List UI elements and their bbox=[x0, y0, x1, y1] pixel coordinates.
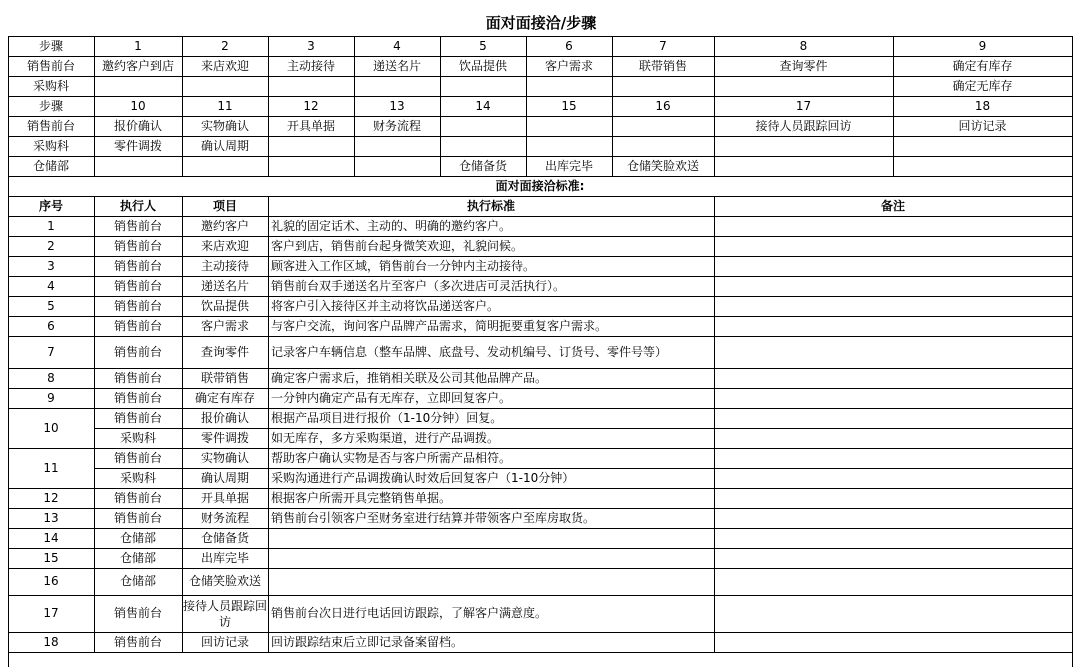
sales-step-cell: 递送名片 bbox=[372, 59, 421, 73]
row-item: 确认周期 bbox=[200, 471, 249, 485]
row-standard: 一分钟内确定产品有无库存，立即回复客户。 bbox=[271, 391, 512, 405]
row-number: 16 bbox=[43, 574, 59, 588]
row-remark bbox=[714, 595, 1072, 632]
row-remark bbox=[714, 256, 1072, 276]
step-number-cell: 6 bbox=[565, 39, 573, 53]
row-remark bbox=[714, 508, 1072, 528]
step-number-cell: 15 bbox=[561, 99, 577, 113]
purchase-step-cell bbox=[94, 76, 182, 96]
row-item: 客户需求 bbox=[200, 319, 249, 333]
step-number-label: 步骤 bbox=[38, 39, 63, 53]
grid-line bbox=[268, 196, 269, 652]
row-item: 报价确认 bbox=[200, 411, 249, 425]
row-number: 13 bbox=[43, 511, 59, 525]
purchase-step-cell bbox=[893, 136, 1072, 156]
row-remark bbox=[714, 488, 1072, 508]
sales-step-cell: 主动接待 bbox=[286, 59, 335, 73]
step-number-cell: 13 bbox=[389, 99, 405, 113]
row-remark bbox=[714, 236, 1072, 256]
purchase-step-cell: 确定无库存 bbox=[952, 79, 1013, 93]
row-remark bbox=[714, 388, 1072, 408]
step-number-cell: 18 bbox=[974, 99, 991, 113]
row-remark bbox=[714, 632, 1072, 652]
sales-step-cell: 确定有库存 bbox=[952, 59, 1013, 73]
row-executor: 销售前台 bbox=[113, 635, 162, 649]
warehouse-step-cell: 出库完毕 bbox=[544, 159, 593, 173]
grid-line bbox=[714, 196, 715, 652]
row-executor: 销售前台 bbox=[113, 345, 162, 359]
row-executor: 仓储部 bbox=[119, 574, 156, 588]
row-executor: 仓储部 bbox=[119, 531, 156, 545]
row-executor: 销售前台 bbox=[113, 319, 162, 333]
row-item: 联带销售 bbox=[200, 371, 249, 385]
row-item: 饮品提供 bbox=[200, 299, 249, 313]
purchase-step-cell bbox=[612, 76, 714, 96]
row-standard: 销售前台引领客户至财务室进行结算并带领客户至库房取货。 bbox=[271, 511, 596, 525]
purchase-step-cell bbox=[354, 136, 440, 156]
sales-step-cell bbox=[612, 116, 714, 136]
header-remark: 备注 bbox=[880, 199, 905, 213]
sales-step-cell: 财务流程 bbox=[372, 119, 421, 133]
row-executor: 销售前台 bbox=[113, 371, 162, 385]
row-executor: 销售前台 bbox=[113, 259, 162, 273]
row-executor: 销售前台 bbox=[113, 279, 162, 293]
step-number-cell: 17 bbox=[795, 99, 812, 113]
warehouse-step-cell bbox=[94, 156, 182, 176]
purchase-step-cell bbox=[268, 136, 354, 156]
sales-step-cell: 实物确认 bbox=[200, 119, 249, 133]
row-number: 1 bbox=[47, 219, 55, 233]
purchase-step-cell bbox=[268, 76, 354, 96]
row-item: 来店欢迎 bbox=[200, 239, 249, 253]
row-standard: 礼貌的固定话术、主动的、明确的邀约客户。 bbox=[271, 219, 512, 233]
row-number: 14 bbox=[43, 531, 59, 545]
row-item: 财务流程 bbox=[200, 511, 249, 525]
row-standard: 确定客户需求后，推销相关联及公司其他品牌产品。 bbox=[271, 371, 548, 385]
step-number-cell: 7 bbox=[659, 39, 667, 53]
grid-line bbox=[1072, 176, 1073, 667]
purchase-step-cell bbox=[440, 76, 526, 96]
purchase-step-cell bbox=[612, 136, 714, 156]
row-item: 接待人员跟踪回访 bbox=[182, 598, 267, 629]
row-remark bbox=[714, 448, 1072, 468]
row-number: 5 bbox=[47, 299, 55, 313]
sales-step-cell bbox=[440, 116, 526, 136]
row-number: 7 bbox=[47, 345, 55, 359]
grid-line bbox=[1072, 36, 1073, 176]
row-standard: 根据客户所需开具完整销售单据。 bbox=[271, 491, 452, 505]
step-number-cell: 5 bbox=[479, 39, 487, 53]
row-number: 6 bbox=[47, 319, 55, 333]
step-number-cell: 8 bbox=[799, 39, 808, 53]
row-standard: 与客户交流，询问客户品牌产品需求，简明扼要重复客户需求。 bbox=[271, 319, 608, 333]
row-remark bbox=[714, 276, 1072, 296]
row-standard: 回访跟踪结束后立即记录备案留档。 bbox=[271, 635, 464, 649]
warehouse-step-cell bbox=[268, 156, 354, 176]
row-standard: 将客户引入接待区并主动将饮品递送客户。 bbox=[271, 299, 500, 313]
sales-step-cell: 客户需求 bbox=[544, 59, 593, 73]
row-remark bbox=[714, 368, 1072, 388]
step-number-cell: 2 bbox=[221, 39, 229, 53]
row-standard: 客户到店，销售前台起身微笑欢迎，礼貌问候。 bbox=[271, 239, 524, 253]
row-executor: 仓储部 bbox=[119, 551, 156, 565]
row-remark bbox=[714, 568, 1072, 595]
sales-step-cell: 来店欢迎 bbox=[200, 59, 249, 73]
row-item: 开具单据 bbox=[200, 491, 249, 505]
row-standard bbox=[268, 568, 714, 595]
row-standard: 销售前台次日进行电话回访跟踪，了解客户满意度。 bbox=[271, 606, 548, 620]
row-executor: 销售前台 bbox=[113, 411, 162, 425]
grid-line bbox=[94, 196, 95, 652]
header-executor: 执行人 bbox=[119, 199, 156, 213]
row-remark bbox=[714, 408, 1072, 428]
row-standard: 顾客进入工作区域，销售前台一分钟内主动接待。 bbox=[271, 259, 536, 273]
sales-step-label: 销售前台 bbox=[26, 59, 75, 73]
row-item: 仓储笑脸欢送 bbox=[188, 574, 261, 588]
sales-step-label: 销售前台 bbox=[26, 119, 75, 133]
sales-step-cell: 邀约客户到店 bbox=[101, 59, 174, 73]
step-number-cell: 11 bbox=[217, 99, 233, 113]
row-standard: 采购沟通进行产品调拨确认时效后回复客户（1-10分钟） bbox=[271, 471, 575, 485]
grid-line bbox=[8, 652, 95, 653]
header-item: 项目 bbox=[212, 199, 237, 213]
sales-step-cell: 报价确认 bbox=[113, 119, 162, 133]
row-item: 确定有库存 bbox=[194, 391, 255, 405]
row-item: 递送名片 bbox=[200, 279, 249, 293]
row-executor: 销售前台 bbox=[113, 606, 162, 620]
row-item: 零件调拨 bbox=[200, 431, 249, 445]
step-number-label: 步骤 bbox=[38, 99, 63, 113]
step-number-cell: 1 bbox=[134, 39, 142, 53]
row-item: 实物确认 bbox=[200, 451, 249, 465]
row-number: 15 bbox=[43, 551, 59, 565]
step-number-cell: 16 bbox=[655, 99, 671, 113]
sales-step-cell: 接待人员跟踪回访 bbox=[755, 119, 852, 133]
warehouse-step-cell bbox=[182, 156, 268, 176]
purchase-step-label: 采购科 bbox=[32, 139, 69, 153]
warehouse-step-cell: 仓储笑脸欢送 bbox=[626, 159, 699, 173]
header-no: 序号 bbox=[38, 199, 63, 213]
purchase-step-cell bbox=[354, 76, 440, 96]
purchase-step-cell bbox=[440, 136, 526, 156]
row-executor: 销售前台 bbox=[113, 219, 162, 233]
sales-step-cell: 联带销售 bbox=[638, 59, 687, 73]
row-item: 仓储备货 bbox=[200, 531, 249, 545]
row-executor: 销售前台 bbox=[113, 511, 162, 525]
row-standard bbox=[268, 548, 714, 568]
standards-title: 面对面接洽标准: bbox=[495, 179, 585, 193]
row-standard: 根据产品项目进行报价（1-10分钟）回复。 bbox=[271, 411, 503, 425]
row-item: 出库完毕 bbox=[200, 551, 249, 565]
row-remark bbox=[714, 296, 1072, 316]
row-executor: 采购科 bbox=[119, 431, 156, 445]
row-remark bbox=[714, 548, 1072, 568]
purchase-step-label: 采购科 bbox=[32, 79, 69, 93]
header-standard: 执行标准 bbox=[466, 199, 515, 213]
grid-line bbox=[182, 196, 183, 652]
sales-step-cell: 查询零件 bbox=[779, 59, 828, 73]
purchase-step-cell: 确认周期 bbox=[200, 139, 249, 153]
sales-step-cell: 饮品提供 bbox=[458, 59, 507, 73]
row-remark bbox=[714, 336, 1072, 368]
step-number-cell: 10 bbox=[130, 99, 146, 113]
step-number-cell: 14 bbox=[475, 99, 491, 113]
step-number-cell: 4 bbox=[393, 39, 401, 53]
warehouse-step-cell bbox=[354, 156, 440, 176]
purchase-step-cell bbox=[714, 136, 893, 156]
grid-line bbox=[94, 652, 1073, 653]
row-number: 11 bbox=[43, 461, 59, 475]
purchase-step-cell bbox=[526, 136, 612, 156]
row-item: 回访记录 bbox=[200, 635, 249, 649]
row-number: 3 bbox=[47, 259, 55, 273]
row-remark bbox=[714, 528, 1072, 548]
row-item: 主动接待 bbox=[200, 259, 249, 273]
row-number: 4 bbox=[47, 279, 55, 293]
warehouse-step-cell bbox=[714, 156, 893, 176]
step-number-cell: 12 bbox=[303, 99, 319, 113]
row-executor: 销售前台 bbox=[113, 239, 162, 253]
row-number: 10 bbox=[43, 421, 59, 435]
step-number-cell: 9 bbox=[978, 39, 987, 53]
row-item: 查询零件 bbox=[200, 345, 249, 359]
row-number: 17 bbox=[43, 606, 59, 620]
purchase-step-cell bbox=[526, 76, 612, 96]
row-standard: 记录客户车辆信息（整车品牌、底盘号、发动机编号、订货号、零件号等） bbox=[271, 345, 668, 359]
row-executor: 销售前台 bbox=[113, 491, 162, 505]
row-number: 9 bbox=[47, 391, 55, 405]
row-number: 2 bbox=[47, 239, 55, 253]
warehouse-step-cell: 仓储备货 bbox=[458, 159, 507, 173]
sales-step-cell bbox=[526, 116, 612, 136]
page-title: 面对面接洽/步骤 bbox=[485, 14, 597, 32]
row-remark bbox=[714, 316, 1072, 336]
row-executor: 销售前台 bbox=[113, 451, 162, 465]
row-remark bbox=[714, 216, 1072, 236]
row-number: 18 bbox=[43, 635, 59, 649]
row-executor: 销售前台 bbox=[113, 391, 162, 405]
step-number-cell: 3 bbox=[307, 39, 315, 53]
row-number: 8 bbox=[47, 371, 55, 385]
warehouse-step-cell bbox=[893, 156, 1072, 176]
row-remark bbox=[714, 428, 1072, 448]
purchase-step-cell bbox=[182, 76, 268, 96]
row-item: 邀约客户 bbox=[200, 219, 249, 233]
row-standard bbox=[268, 528, 714, 548]
row-number: 12 bbox=[43, 491, 59, 505]
row-executor: 采购科 bbox=[119, 471, 156, 485]
purchase-step-cell bbox=[714, 76, 893, 96]
row-remark bbox=[714, 468, 1072, 488]
sales-step-cell: 回访记录 bbox=[958, 119, 1007, 133]
sales-step-cell: 开具单据 bbox=[286, 119, 335, 133]
purchase-step-cell: 零件调拨 bbox=[113, 139, 162, 153]
row-standard: 帮助客户确认实物是否与客户所需产品相符。 bbox=[271, 451, 512, 465]
row-standard: 销售前台双手递送名片至客户（多次进店可灵活执行）。 bbox=[271, 279, 566, 293]
warehouse-step-label: 仓储部 bbox=[32, 159, 69, 173]
row-standard: 如无库存，多方采购渠道，进行产品调拨。 bbox=[271, 431, 500, 445]
row-executor: 销售前台 bbox=[113, 299, 162, 313]
